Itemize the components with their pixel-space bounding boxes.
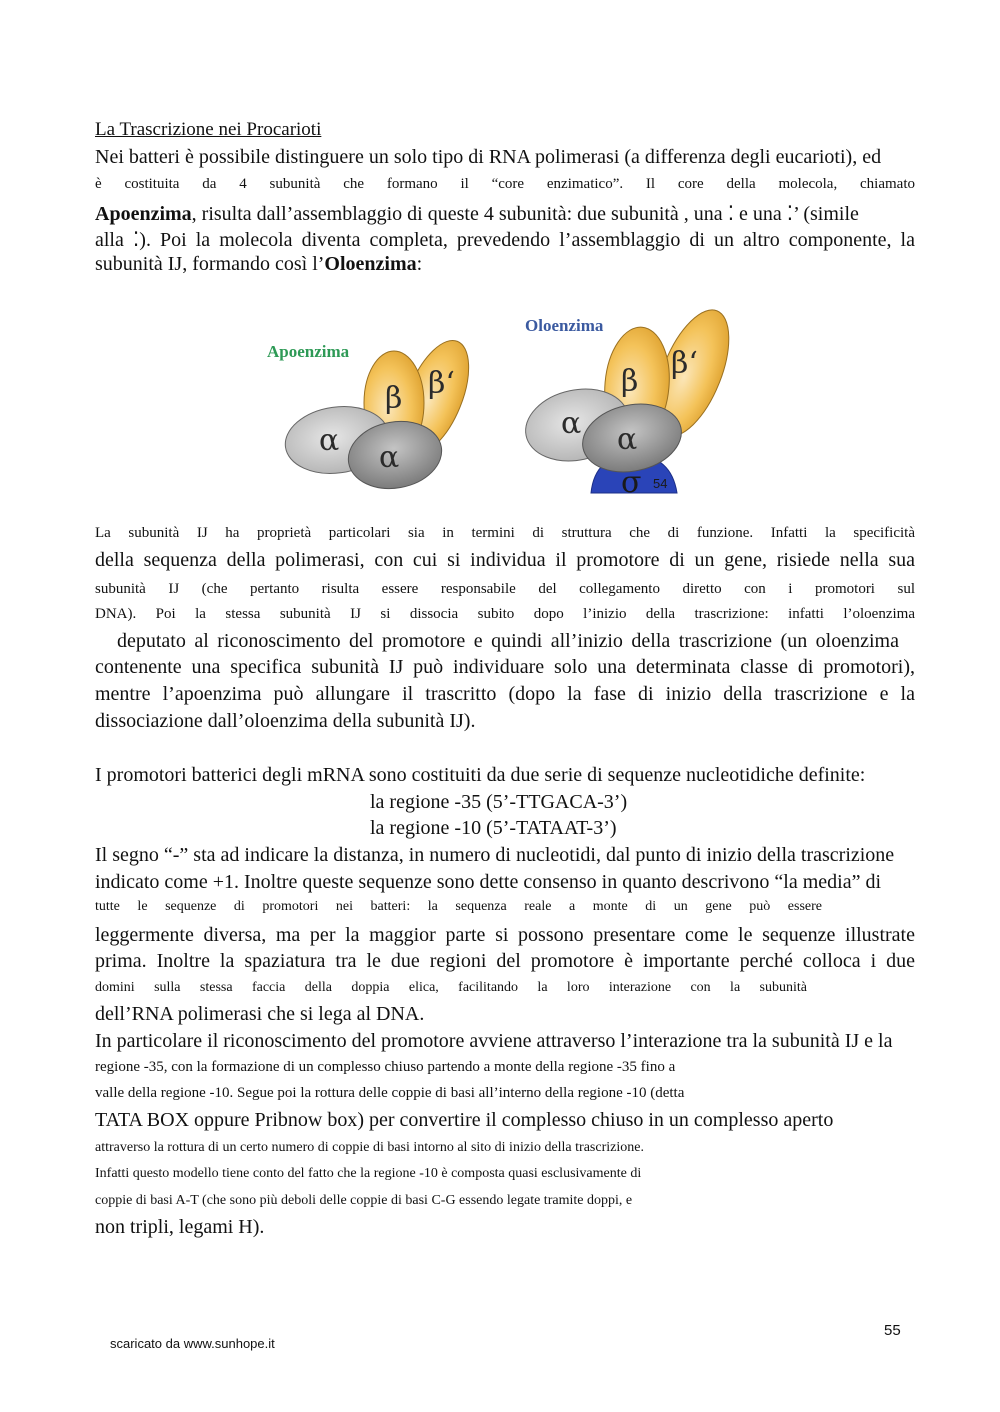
sigma-symbol: σ — [621, 465, 642, 500]
sequence-35: la regione -35 (5’-TTGACA-3’) — [370, 791, 628, 813]
text-line: non tripli, legami H). — [95, 1216, 265, 1238]
text-line: La subunità IJ ha proprietà particolari sia in termini di struttura che di funzione. Infatti la specificità — [95, 525, 915, 541]
text-line — [95, 253, 422, 276]
text-line: Il segno “-” sta ad indicare la distanza, in numero di nucleotidi, dal punto di inizio della trascrizione — [95, 844, 895, 866]
alpha-symbol: α — [617, 422, 638, 457]
beta-symbol: β — [385, 381, 403, 416]
text-line: prima. Inoltre la spaziatura tra le due regioni del promotore è importante perché colloca i due — [95, 950, 915, 972]
rna-polymerase-figure — [255, 305, 735, 500]
sequence-10: la regione -10 (5’-TATAAT-3’) — [370, 817, 617, 839]
sigma-superscript: 54 — [653, 476, 668, 491]
text-line: TATA BOX oppure Pribnow box) per convertire il complesso chiuso in un complesso aperto — [95, 1109, 834, 1131]
text-line: attraverso la rottura di un certo numero di coppie di basi intorno al sito di inizio della trascrizione. — [95, 1140, 644, 1155]
page-title: La Trascrizione nei Procarioti — [95, 119, 322, 140]
beta-prime-symbol: β‘ — [428, 366, 455, 401]
apoenzima-label: Apoenzima — [267, 342, 350, 361]
text-line: domini sulla stessa faccia della doppia elica, facilitando la loro interazione con la subunità — [95, 980, 807, 995]
text-line: indicato come +1. Inoltre queste sequenze sono dette consenso in quanto descrivono “la media” di — [95, 871, 882, 893]
oloenzima-label: Oloenzima — [525, 316, 604, 335]
text-line: coppie di basi A-T (che sono più deboli delle coppie di basi C-G essendo legate tramite doppi, e — [95, 1193, 633, 1208]
text-line: leggermente diversa, ma per la maggior parte si possono presentare come le sequenze illustrate — [95, 924, 915, 946]
text-line: I promotori batterici degli mRNA sono costituiti da due serie di sequenze nucleotidiche definite: — [95, 764, 866, 786]
text-line: contenente una specifica subunità IJ può individuare solo una determinata classe di promotori), — [95, 656, 915, 678]
text-line: tutte le sequenze di promotori nei batteri: la sequenza reale a monte di un gene può essere — [95, 899, 822, 914]
text-fragment: , risulta dall’assemblaggio di queste 4 subunità: due subunità , una ⁚ e una ⁚’ (simile — [191, 203, 859, 225]
beta-symbol: β — [621, 364, 639, 399]
page-number: 55 — [884, 1322, 901, 1339]
term-oloenzima: Oloenzima — [324, 253, 417, 275]
text-line: In particolare il riconoscimento del promotore avviene attraverso l’interazione tra la subunità IJ e la — [95, 1030, 893, 1052]
text-line: valle della regione -10. Segue poi la rottura delle coppie di basi all’interno della regione -10 (detta — [95, 1085, 685, 1101]
text-line: deputato al riconoscimento del promotore e quindi all’inizio della trascrizione (un oloenzima — [117, 630, 899, 652]
beta-prime-symbol: β‘ — [671, 346, 698, 381]
text-line: regione -35, con la formazione di un complesso chiuso partendo a monte della regione -35 fino a — [95, 1059, 676, 1075]
text-fragment: : — [416, 253, 423, 275]
text-line: è costituita da 4 subunità che formano il “core enzimatico”. Il core della molecola, chiamato — [95, 176, 915, 192]
text-line — [95, 201, 859, 226]
text-line: della sequenza della polimerasi, con cui si individua il promotore di un gene, risiede nella sua — [95, 549, 915, 571]
text-line: DNA). Poi la stessa subunità IJ si dissocia subito dopo l’inizio della trascrizione: infatti l’oloenzima — [95, 606, 915, 622]
footer-source: scaricato da www.sunhope.it — [110, 1336, 275, 1351]
text-fragment: subunità IJ, formando così l’ — [95, 253, 325, 275]
text-line: Infatti questo modello tiene conto del fatto che la regione -10 è composta quasi esclusivamente di — [95, 1166, 642, 1181]
text-line: subunità IJ (che pertanto risulta essere responsabile del collegamento diretto con i promotori sul — [95, 581, 915, 597]
text-line: dell’RNA polimerasi che si lega al DNA. — [95, 1003, 425, 1025]
text-line: alla ⁚). Poi la molecola diventa completa, prevedendo l’assemblaggio di un altro componente, la — [95, 229, 915, 251]
text-line: dissociazione dall’oloenzima della subunità IJ). — [95, 710, 476, 732]
text-line: mentre l’apoenzima può allungare il trascritto (dopo la fase di inizio della trascrizione e la — [95, 683, 915, 705]
term-apoenzima: Apoenzima — [95, 203, 192, 225]
text-line: Nei batteri è possibile distinguere un solo tipo di RNA polimerasi (a differenza degli eucarioti), ed — [95, 146, 882, 168]
alpha-symbol: α — [319, 423, 340, 458]
alpha-symbol: α — [561, 406, 582, 441]
alpha-symbol: α — [379, 440, 400, 475]
